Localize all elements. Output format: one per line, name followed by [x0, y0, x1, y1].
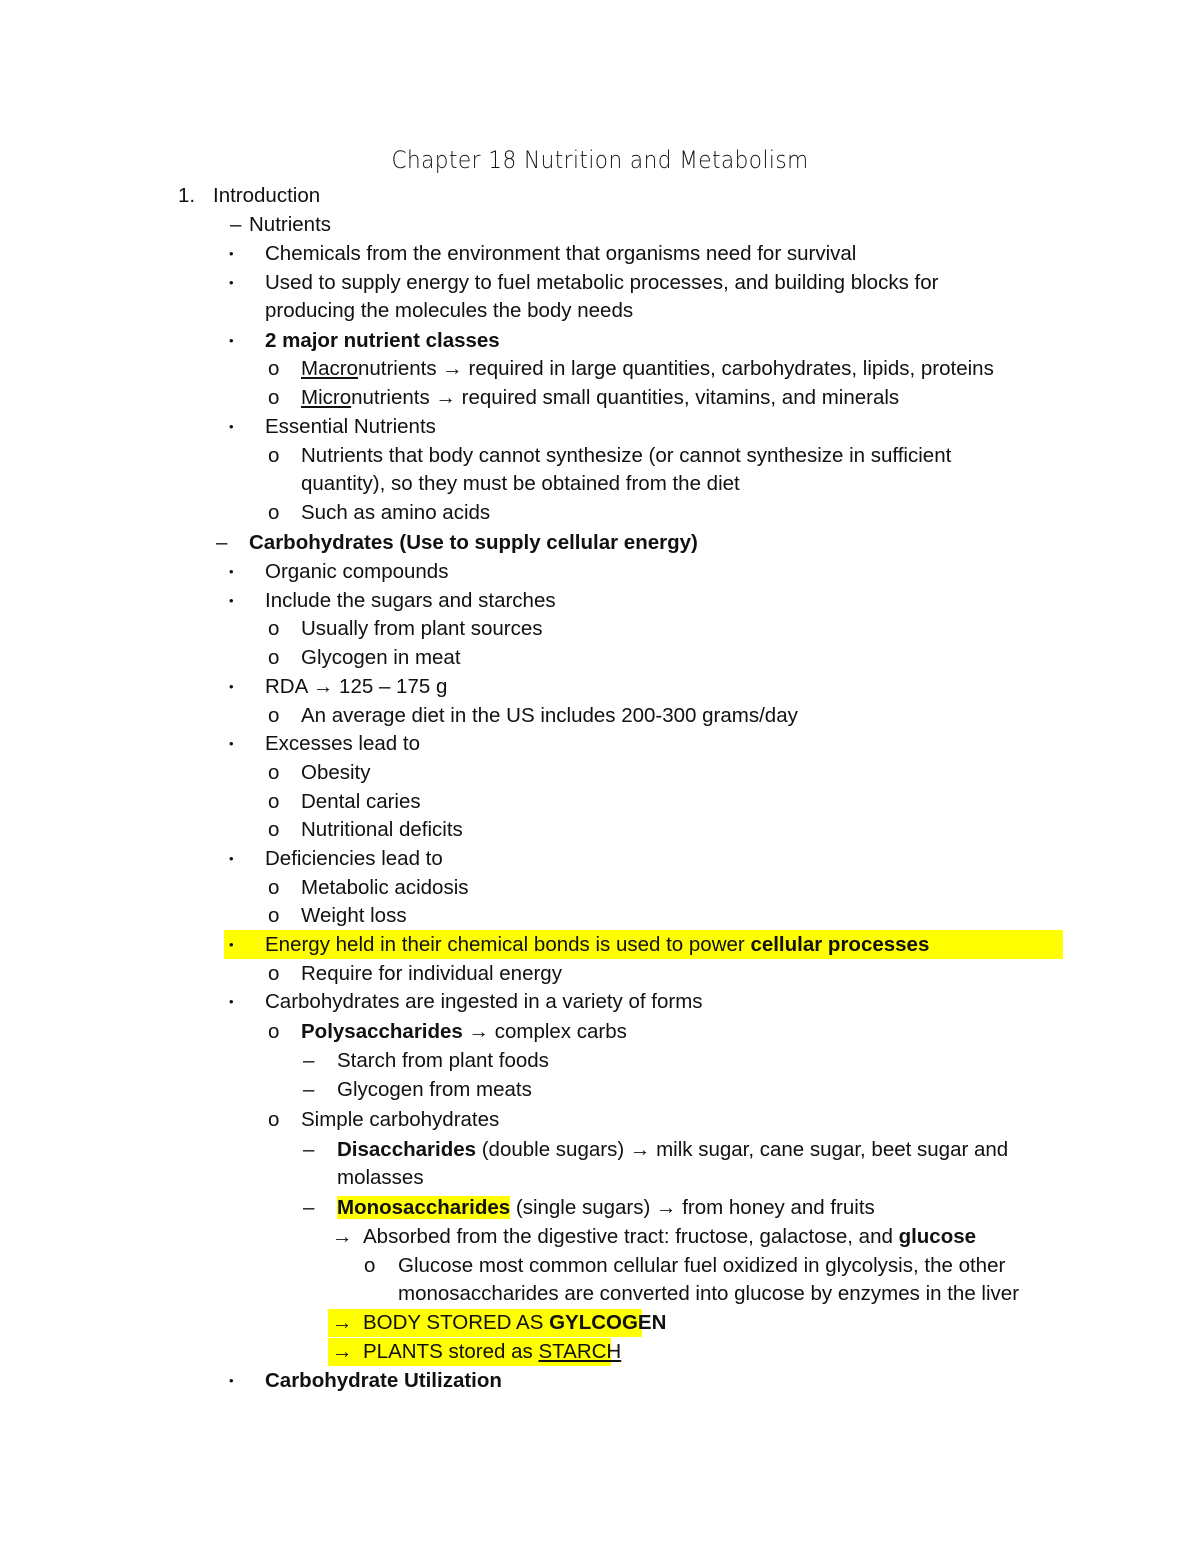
list-item-continued: producing the molecules the body needs	[265, 299, 634, 322]
list-item: Dental caries	[301, 790, 421, 813]
circle-marker: o	[268, 444, 280, 467]
list-item: Excesses lead to	[265, 732, 420, 755]
list-item: RDA → 125 – 175 g	[265, 675, 448, 698]
bullet-marker: •	[229, 333, 234, 348]
subheading-carbohydrates: Carbohydrates (Use to supply cellular energy)	[249, 531, 698, 554]
circle-marker: o	[364, 1254, 376, 1277]
circle-marker: o	[268, 876, 280, 899]
dash-marker: –	[303, 1049, 315, 1072]
bullet-marker: •	[229, 275, 234, 290]
bullet-marker: •	[229, 1373, 234, 1388]
list-item: Glucose most common cellular fuel oxidized in glycolysis, the other	[398, 1254, 1006, 1277]
list-item: Require for individual energy	[301, 962, 562, 985]
list-item: Polysaccharides → complex carbs	[301, 1020, 627, 1043]
circle-marker: o	[268, 790, 280, 813]
circle-marker: o	[268, 357, 280, 380]
list-item: Starch from plant foods	[337, 1049, 549, 1072]
list-item: Used to supply energy to fuel metabolic processes, and building blocks for	[265, 271, 939, 294]
list-item: Obesity	[301, 761, 371, 784]
bullet-marker: •	[229, 593, 234, 608]
subheading-nutrients: Nutrients	[249, 213, 332, 236]
list-item: Chemicals from the environment that organisms need for survival	[265, 242, 857, 265]
highlighted-list-item: PLANTS stored as STARCH	[363, 1340, 622, 1363]
list-item: Carbohydrate Utilization	[265, 1369, 502, 1392]
arrow-marker: →	[332, 1225, 353, 1248]
list-item: Macronutrients → required in large quantities, carbohydrates, lipids, proteins	[301, 357, 994, 380]
bullet-marker: •	[229, 564, 234, 579]
list-item: Carbohydrates are ingested in a variety of forms	[265, 990, 703, 1013]
arrow-marker: →	[332, 1340, 353, 1363]
arrow-marker: →	[332, 1311, 353, 1334]
list-item: Usually from plant sources	[301, 617, 543, 640]
list-item: Absorbed from the digestive tract: fructose, galactose, and glucose	[363, 1225, 977, 1248]
list-item: Deficiencies lead to	[265, 847, 443, 870]
list-item: Essential Nutrients	[265, 415, 436, 438]
circle-marker: o	[268, 501, 280, 524]
bullet-marker: •	[229, 419, 234, 434]
list-item: Such as amino acids	[301, 501, 491, 524]
bullet-marker: •	[229, 736, 234, 751]
list-item: Nutritional deficits	[301, 818, 463, 841]
list-item: Glycogen from meats	[337, 1078, 532, 1101]
dash-marker: –	[303, 1078, 315, 1101]
list-item: Weight loss	[301, 904, 407, 927]
circle-marker: o	[268, 1020, 280, 1043]
list-item: Nutrients that body cannot synthesize (or cannot synthesize in sufficient	[301, 444, 952, 467]
dash-marker: –	[216, 531, 228, 554]
list-item: Monosaccharides (single sugars) → from honey and fruits	[337, 1196, 875, 1219]
list-item-continued: monosaccharides are converted into glucose by enzymes in the liver	[398, 1282, 1020, 1305]
section-heading: Introduction	[213, 184, 321, 207]
numbered-marker: 1.	[178, 184, 196, 207]
circle-marker: o	[268, 962, 280, 985]
circle-marker: o	[268, 818, 280, 841]
highlighted-list-item: BODY STORED AS GYLCOGEN	[363, 1311, 667, 1334]
bullet-marker: •	[229, 937, 234, 952]
list-item: Metabolic acidosis	[301, 876, 469, 899]
list-item-continued: molasses	[337, 1166, 424, 1189]
list-item: Glycogen in meat	[301, 646, 461, 669]
list-item: Include the sugars and starches	[265, 589, 556, 612]
circle-marker: o	[268, 904, 280, 927]
circle-marker: o	[268, 1108, 280, 1131]
list-item: 2 major nutrient classes	[265, 329, 500, 352]
bullet-marker: •	[229, 994, 234, 1009]
bullet-marker: •	[229, 246, 234, 261]
circle-marker: o	[268, 646, 280, 669]
circle-marker: o	[268, 761, 280, 784]
circle-marker: o	[268, 386, 280, 409]
dash-marker: –	[303, 1138, 315, 1161]
list-item: Micronutrients → required small quantities, vitamins, and minerals	[301, 386, 900, 409]
circle-marker: o	[268, 704, 280, 727]
list-item: An average diet in the US includes 200-300 grams/day	[301, 704, 798, 727]
bullet-marker: •	[229, 679, 234, 694]
dash-marker: –	[230, 213, 242, 236]
highlighted-list-item: Energy held in their chemical bonds is used to power cellular processes	[265, 933, 930, 956]
bullet-marker: •	[229, 851, 234, 866]
list-item: Disaccharides (double sugars) → milk sugar, cane sugar, beet sugar and	[337, 1138, 1009, 1161]
document-title: Chapter 18 Nutrition and Metabolism	[391, 146, 809, 174]
circle-marker: o	[268, 617, 280, 640]
list-item-continued: quantity), so they must be obtained from the diet	[301, 472, 740, 495]
list-item: Organic compounds	[265, 560, 449, 583]
dash-marker: –	[303, 1196, 315, 1219]
list-item: Simple carbohydrates	[301, 1108, 500, 1131]
